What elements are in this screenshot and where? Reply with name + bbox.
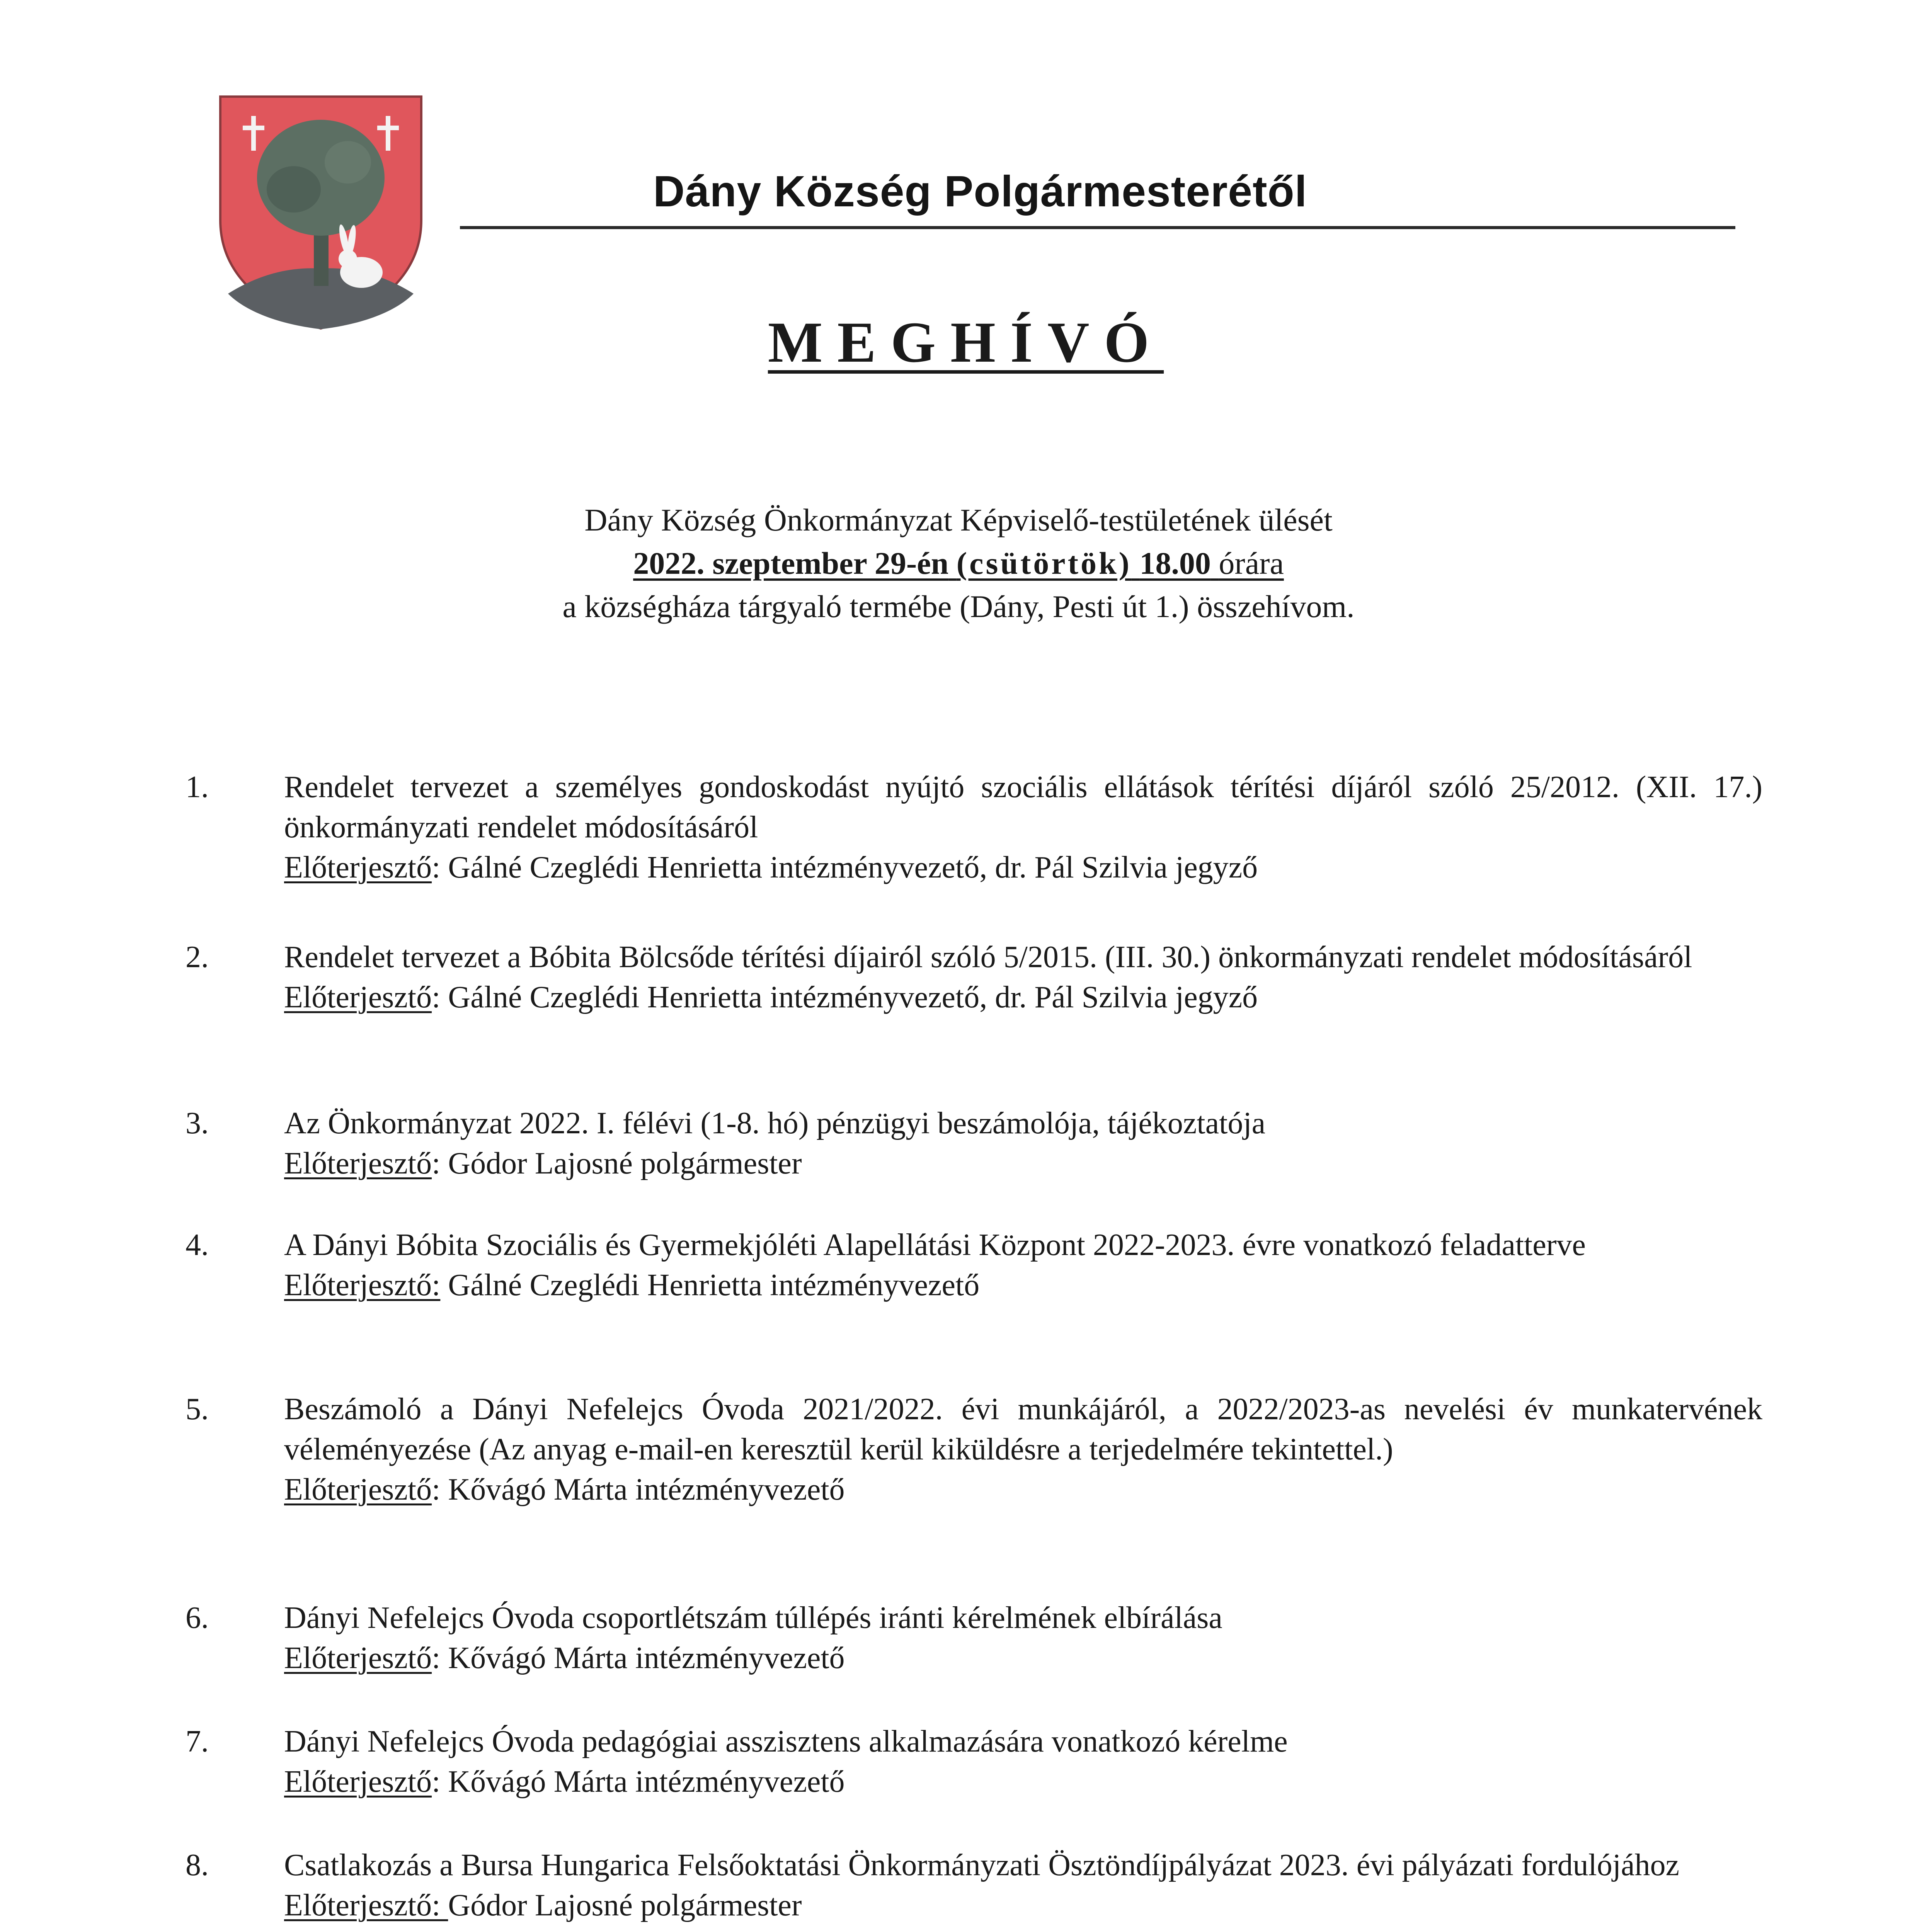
agenda-number: 7. xyxy=(186,1725,209,1759)
agenda-presenter xyxy=(284,1638,1762,1678)
agenda-text: Dányi Nefelejcs Óvoda pedagógiai asszisztens alkalmazására vonatkozó kérelme xyxy=(284,1725,1288,1759)
agenda-text: Beszámoló a Dányi Nefelejcs Óvoda 2021/2022. évi munkájáról, a 2022/2023-as nevelési év munkatervének véleményezése (Az anyag e-mail-en keresztül kerül kiküldésre a terjedelmére tekintettel.) xyxy=(284,1392,1762,1466)
agenda-number: 6. xyxy=(186,1601,209,1635)
meeting-time: 18.00 xyxy=(1139,546,1211,581)
meeting-day: (csütörtök) xyxy=(956,546,1132,581)
presenter-name: : Gálné Czeglédi Henrietta intézményvezető, dr. Pál Szilvia jegyző xyxy=(432,980,1258,1014)
meeting-datetime xyxy=(0,542,1917,585)
agenda-text: Dányi Nefelejcs Óvoda csoportlétszám túllépés iránti kérelmének elbírálása xyxy=(284,1601,1222,1635)
agenda-body xyxy=(284,1721,1762,1802)
agenda-body xyxy=(284,1598,1762,1678)
agenda-presenter xyxy=(284,1885,1762,1925)
agenda-text: Csatlakozás a Bursa Hungarica Felsőoktatási Önkormányzati Ösztöndíjpályázat 2023. évi pályázati fordulójához xyxy=(284,1848,1679,1882)
coat-of-arms-icon xyxy=(213,93,429,332)
presenter-label: Előterjesztő xyxy=(284,1641,432,1675)
agenda-body xyxy=(284,1225,1762,1305)
document-title: MEGHÍVÓ xyxy=(768,310,1164,374)
agenda-presenter xyxy=(284,1265,1762,1305)
presenter-label: Előterjesztő xyxy=(284,850,432,884)
meeting-date: 2022. szeptember 29-én xyxy=(633,546,949,581)
agenda-text: Az Önkormányzat 2022. I. félévi (1-8. hó) pénzügyi beszámolója, tájékoztatója xyxy=(284,1106,1266,1140)
presenter-label: Előterjesztő xyxy=(284,1473,432,1507)
agenda-body xyxy=(284,937,1762,1017)
agenda-text: A Dányi Bóbita Szociális és Gyermekjóléti Alapellátási Központ 2022-2023. évre vonatkozó feladatterve xyxy=(284,1228,1586,1262)
agenda-presenter xyxy=(284,1469,1762,1510)
presenter-label: Előterjesztő: xyxy=(284,1268,441,1302)
intro-line-3: a községháza tárgyaló termébe (Dány, Pesti út 1.) összehívom. xyxy=(562,589,1355,624)
presenter-label: Előterjesztő xyxy=(284,980,432,1014)
agenda-number: 5. xyxy=(186,1392,209,1426)
agenda-presenter xyxy=(284,1762,1762,1802)
presenter-name: Gálné Czeglédi Henrietta intézményvezető xyxy=(440,1268,980,1302)
issuer-heading: Dány Község Polgármesterétől xyxy=(653,167,1308,216)
presenter-name: Gódor Lajosné polgármester xyxy=(448,1888,802,1922)
agenda-presenter xyxy=(284,977,1762,1017)
agenda-body xyxy=(284,1103,1762,1184)
presenter-label: Előterjesztő: xyxy=(284,1888,448,1922)
presenter-label: Előterjesztő xyxy=(284,1146,432,1180)
agenda-text: Rendelet tervezet a Bóbita Bölcsőde térítési díjairól szóló 5/2015. (III. 30.) önkormányzati rendelet módosításáról xyxy=(284,940,1692,974)
presenter-name: : Kővágó Márta intézményvezető xyxy=(432,1765,845,1799)
intro-line-1: Dány Község Önkormányzat Képviselő-testületének ülését xyxy=(584,502,1333,537)
agenda-text: Rendelet tervezet a személyes gondoskodást nyújtó szociális ellátások térítési díjáról szóló 25/2012. (XII. 17.) önkormányzati rendelet módosításáról xyxy=(284,770,1762,844)
meeting-time-suffix: órára xyxy=(1219,546,1284,581)
agenda-number: 3. xyxy=(186,1106,209,1140)
agenda-number: 1. xyxy=(186,770,209,804)
presenter-name: : Kővágó Márta intézményvezető xyxy=(432,1641,845,1675)
document-title-wrap xyxy=(0,309,1917,376)
agenda-number: 8. xyxy=(186,1848,209,1882)
presenter-name: : Gódor Lajosné polgármester xyxy=(432,1146,802,1180)
agenda-body xyxy=(284,1845,1762,1925)
agenda-presenter xyxy=(284,1143,1762,1184)
agenda-body xyxy=(284,767,1762,888)
presenter-name: : Kővágó Márta intézményvezető xyxy=(432,1473,845,1507)
agenda-number: 2. xyxy=(186,940,209,974)
presenter-name: : Gálné Czeglédi Henrietta intézményvezető, dr. Pál Szilvia jegyző xyxy=(432,850,1258,884)
agenda-presenter xyxy=(284,847,1762,888)
agenda-number: 4. xyxy=(186,1228,209,1262)
heading-divider xyxy=(460,226,1735,229)
invitation-intro xyxy=(0,498,1917,628)
presenter-label: Előterjesztő xyxy=(284,1765,432,1799)
agenda-body xyxy=(284,1389,1762,1510)
